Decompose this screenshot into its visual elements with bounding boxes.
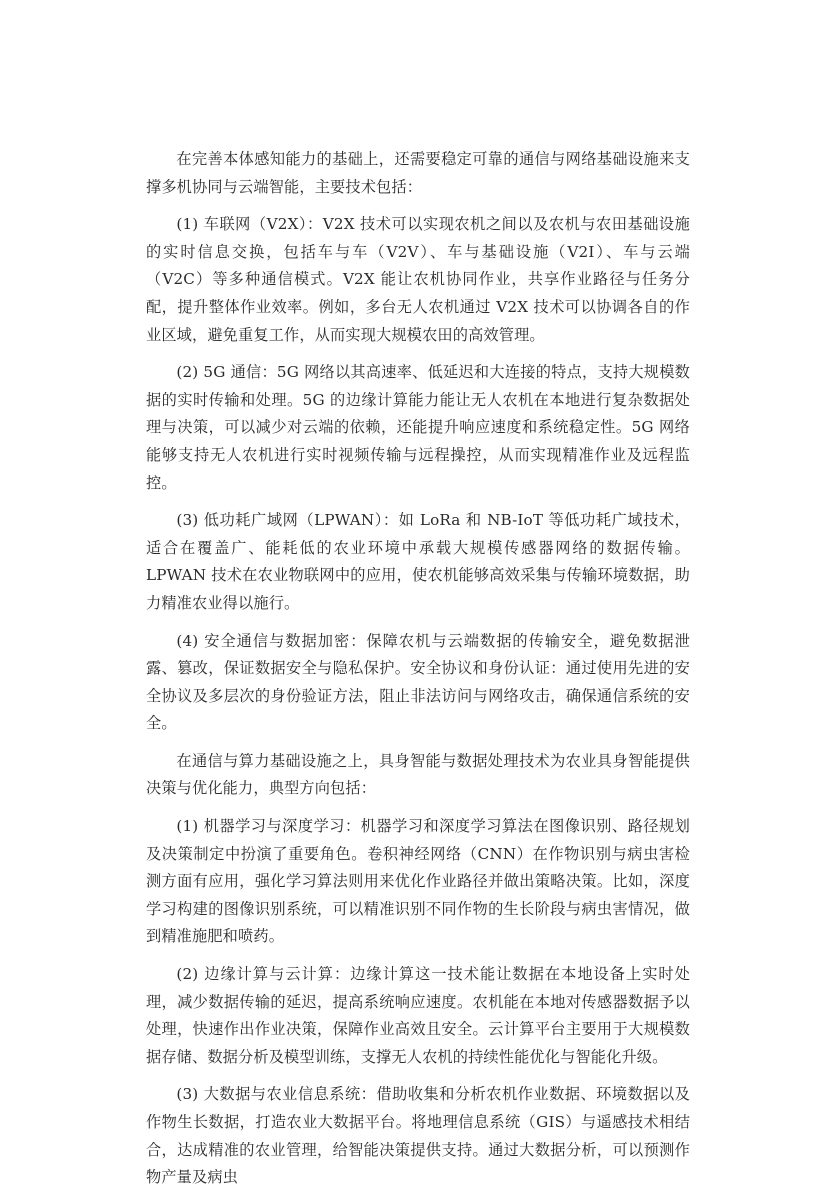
paragraph-lpwan: (3) 低功耗广域网（LPWAN）：如 LoRa 和 NB-IoT 等低功耗广域技术，适合在覆盖广、能耗低的农业环境中承载大规模传感器网络的数据传输。LPWAN 技术在农业物联网中的应用，使农机能够高效采集与传输环境数据，助力精准农业得以施行。: [146, 511, 690, 612]
paragraph-5g: (2) 5G 通信：5G 网络以其高速率、低延迟和大连接的特点，支持大规模数据的实时传输和处理。5G 的边缘计算能力能让无人农机在本地进行复杂数据处理与决策，可以减少对云端的依赖，还能提升响应速度和系统稳定性。5G 网络能够支持无人农机进行实时视频传输与远程操控，从而实现精准作业及远程监控。: [146, 363, 690, 492]
paragraph-big-data: (3) 大数据与农业信息系统：借助收集和分析农机作业数据、环境数据以及作物生长数据，打造农业大数据平台。将地理信息系统（GIS）与遥感技术相结合，达成精准的农业管理，给智能决策提供支持。通过大数据分析，可以预测作物产量及病虫: [146, 1085, 690, 1187]
paragraph-v2x: (1) 车联网（V2X）：V2X 技术可以实现农机之间以及农机与农田基础设施的实时信息交换，包括车与车（V2V）、车与基础设施（V2I）、车与云端（V2C）等多种通信模式。V2X 能让农机协同作业，共享作业路径与任务分配，提升整体作业效率。例如，多台无人农机通过 V2X 技术可以协调各自的作业区域，避免重复工作，从而实现大规模农田的高效管理。: [146, 215, 690, 344]
paragraph-intro-communication: 在完善本体感知能力的基础上，还需要稳定可靠的通信与网络基础设施来支撑多机协同与云端智能，主要技术包括：: [146, 150, 690, 196]
paragraph-edge-cloud: (2) 边缘计算与云计算：边缘计算这一技术能让数据在本地设备上实时处理，减少数据传输的延迟，提高系统响应速度。农机能在本地对传感器数据予以处理，快速作出作业决策，保障作业高效且安全。云计算平台主要用于大规模数据存储、数据分析及模型训练，支撑无人农机的持续性能优化与智能化升级。: [146, 965, 690, 1066]
paragraph-security: (4) 安全通信与数据加密：保障农机与云端数据的传输安全，避免数据泄露、篡改，保证数据安全与隐私保护。安全协议和身份认证：通过使用先进的安全协议及多层次的身份验证方法，阻止非法访问与网络攻击，确保通信系统的安全。: [146, 631, 690, 733]
paragraph-machine-learning: (1) 机器学习与深度学习：机器学习和深度学习算法在图像识别、路径规划及决策制定中扮演了重要角色。卷积神经网络（CNN）在作物识别与病虫害检测方面有应用，强化学习算法则用来优化作业路径并做出策略决策。比如，深度学习构建的图像识别系统，可以精准识别不同作物的生长阶段与病虫害情况，做到精准施肥和喷药。: [146, 817, 690, 946]
paragraph-intro-intelligence: 在通信与算力基础设施之上，具身智能与数据处理技术为农业具身智能提供决策与优化能力，典型方向包括：: [146, 751, 690, 798]
